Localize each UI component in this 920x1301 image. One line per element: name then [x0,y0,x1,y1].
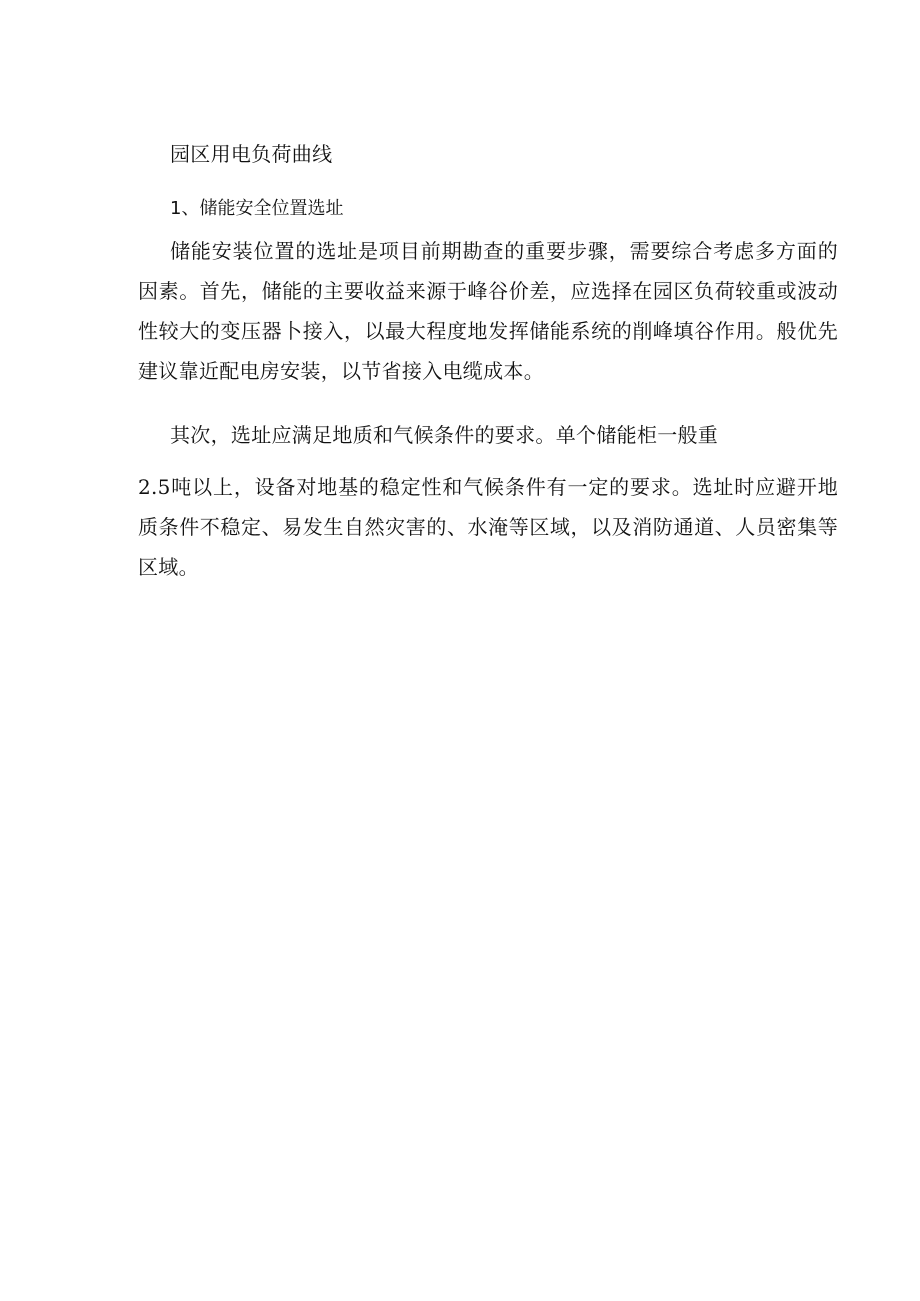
body-paragraph-2-first-line: 其次，选址应满足地质和气候条件的要求。单个储能柜一般重 [170,423,719,447]
body-paragraph-2-continuation: 2.5吨以上，设备对地基的稳定性和气候条件有一定的要求。选址时应避开地质条件不稳定、易发生自然灾害的、水淹等区域，以及消防通道、人员密集等区域。 [138,475,838,579]
section-heading: 1、储能安全位置选址 [170,198,344,219]
figure-caption: 园区用电负荷曲线 [170,142,333,166]
body-paragraph-1: 储能安装位置的选址是项目前期勘查的重要步骤，需要综合考虑多方面的因素。首先，储能的主要收益来源于峰谷价差，应选择在园区负荷较重或波动性较大的变压器卜接入，以最大程度地发挥储能系统的削峰填谷作用。般优先建议靠近配电房安装，以节省接入电缆成本。 [138,239,838,383]
